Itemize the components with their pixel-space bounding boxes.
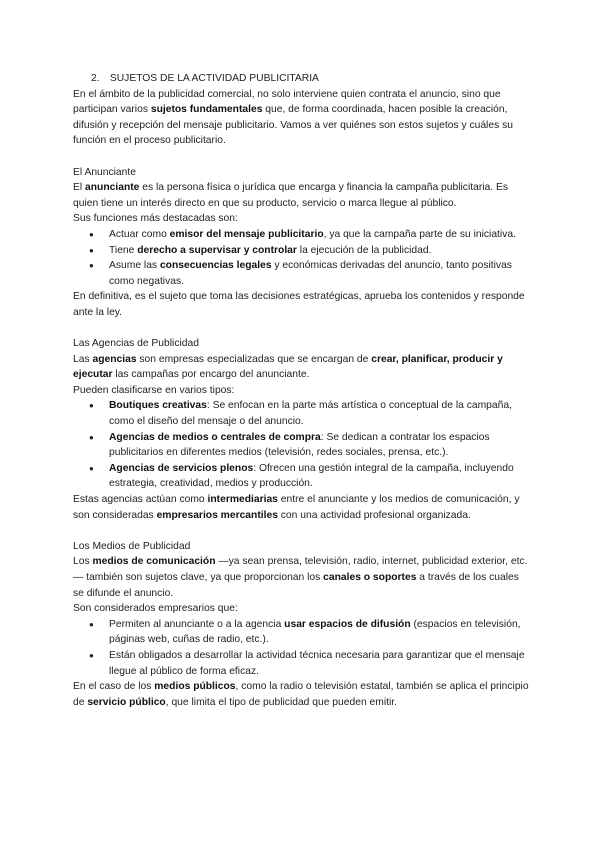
- text-run: , que limita el tipo de publicidad que pueden emitir.: [165, 696, 397, 708]
- bullet-icon: ●: [89, 401, 94, 411]
- bold-text: Agencias de medios o centrales de compra: [109, 431, 321, 443]
- bold-text: crear, planificar, producir y ejecutar: [73, 353, 503, 381]
- text-run: Actuar como: [109, 228, 170, 240]
- list-item: [73, 430, 529, 461]
- agencias-bullet-list: [73, 398, 529, 492]
- bold-text: anunciante: [85, 182, 140, 194]
- text-run: Los: [73, 556, 93, 568]
- bold-text: usar espacios de difusión: [284, 618, 411, 630]
- bullet-icon: ●: [89, 619, 94, 629]
- bullet-icon: ●: [89, 245, 94, 255]
- intro-paragraph: [73, 87, 529, 149]
- medios-list-intro: Son considerados empresarios que:: [73, 603, 238, 615]
- text-run: Las: [73, 353, 93, 365]
- bullet-icon: ●: [89, 432, 94, 442]
- text-run: —ya sean prensa, televisión, radio, internet, publicidad exterior, etc.— también son sujetos clave, ya que proporcionan los: [73, 556, 528, 583]
- bold-text: canales o soportes: [323, 572, 417, 583]
- list-item: [73, 648, 529, 679]
- text-run: a través de los cuales se difunde el anuncio.: [73, 572, 519, 599]
- anunciante-bullet-list: [73, 227, 529, 289]
- bold-text: consecuencias legales: [159, 260, 272, 272]
- medios-heading: Los Medios de Publicidad: [73, 540, 191, 552]
- section-title: SUJETOS DE LA ACTIVIDAD PUBLICITARIA: [109, 73, 319, 84]
- text-run: El: [73, 182, 86, 194]
- section-number: 2.: [91, 73, 100, 84]
- text-run: En el caso de los: [73, 681, 155, 693]
- bold-text: medios públicos: [154, 681, 236, 693]
- medios-closing: [73, 679, 529, 710]
- bold-text: Agencias de servicios plenos: [109, 462, 254, 474]
- text-run: que, de forma coordinada, hacen posible la creación, difusión y recepción del mensaje publicitario. Vamos a ver quiénes son estos sujetos y cuáles su función en el proceso publicitario.: [73, 104, 513, 147]
- text-run: En el ámbito de la publicidad comercial, no solo interviene quien contrata el anuncio, sino que participan varios: [73, 88, 501, 116]
- text-run: Permiten al anunciante o a la agencia: [109, 618, 285, 630]
- agencias-closing: [73, 492, 529, 523]
- text-run: , ya que la campaña parte de su iniciativa.: [323, 228, 516, 240]
- text-run: entre el anunciante y los medios de comunicación, y son consideradas: [73, 494, 520, 521]
- bold-text: agencias: [92, 353, 137, 365]
- agencias-paragraph: [73, 352, 529, 383]
- text-run: es la persona física o jurídica que encarga y financia la campaña publicitaria. Es quien tiene un interés directo en que su producto, servicio o marca llegue al público.: [73, 182, 508, 209]
- bullet-icon: ●: [89, 463, 94, 473]
- bold-text: emisor del mensaje publicitario: [169, 228, 324, 240]
- bold-text: servicio público: [87, 696, 166, 708]
- bold-text: derecho a supervisar y controlar: [137, 244, 297, 256]
- list-item: [73, 617, 529, 648]
- text-run: Estas agencias actúan como: [73, 494, 208, 506]
- bold-text: empresarios mercantiles: [156, 509, 278, 521]
- text-run: : Ofrecen una gestión integral de la campaña, incluyendo estrategia, creatividad, medios y producción.: [109, 462, 514, 490]
- text-run: : Se dedican a contratar los espacios publicitarios en diferentes medios (televisión, redes sociales, prensa, etc.).: [109, 431, 490, 459]
- list-item: [73, 258, 529, 289]
- bold-text: Boutiques creativas: [109, 400, 207, 412]
- text-run: son empresas especializadas que se encargan de: [136, 353, 372, 365]
- list-item: [73, 227, 529, 243]
- anunciante-heading: El Anunciante: [73, 166, 136, 178]
- bullet-icon: ●: [89, 229, 94, 239]
- document-content: [73, 71, 529, 710]
- agencias-list-intro: Pueden clasificarse en varios tipos:: [73, 384, 235, 396]
- text-run: con una actividad profesional organizada.: [277, 509, 471, 521]
- text-run: Están obligados a desarrollar la actividad técnica necesaria para garantizar que el mensaje llegue al público de forma eficaz.: [109, 649, 525, 677]
- text-run: Tiene: [109, 244, 138, 256]
- medios-paragraph: [73, 554, 529, 601]
- text-run: , como la radio o televisión estatal, también se aplica el principio de: [73, 681, 529, 708]
- anunciante-list-intro: Sus funciones más destacadas son:: [73, 213, 238, 225]
- list-item: [73, 398, 529, 429]
- text-run: (espacios en televisión, páginas web, cuñas de radio, etc.).: [109, 618, 521, 646]
- medios-bullet-list: [73, 617, 529, 679]
- bullet-icon: ●: [89, 650, 94, 660]
- list-item: [73, 243, 529, 259]
- list-item: [73, 461, 529, 492]
- anunciante-paragraph: [73, 180, 529, 211]
- text-run: Asume las: [109, 260, 160, 272]
- text-run: : Se enfocan en la parte más artística o conceptual de la campaña, como el diseño del mensaje o del anuncio.: [109, 400, 512, 428]
- bold-text: intermediarias: [207, 494, 278, 506]
- section-heading: [91, 71, 529, 87]
- text-run: la ejecución de la publicidad.: [296, 244, 432, 256]
- text-run: y económicas derivadas del anuncio, tanto positivas como negativas.: [109, 260, 512, 287]
- bold-text: sujetos fundamentales: [150, 104, 263, 116]
- anunciante-closing: En definitiva, es el sujeto que toma las decisiones estratégicas, aprueba los contenidos y responde ante la ley.: [73, 291, 525, 318]
- agencias-heading: Las Agencias de Publicidad: [73, 338, 199, 350]
- bullet-icon: ●: [89, 261, 94, 271]
- bold-text: medios de comunicación: [92, 556, 216, 568]
- text-run: las campañas por encargo del anunciante.: [112, 369, 310, 381]
